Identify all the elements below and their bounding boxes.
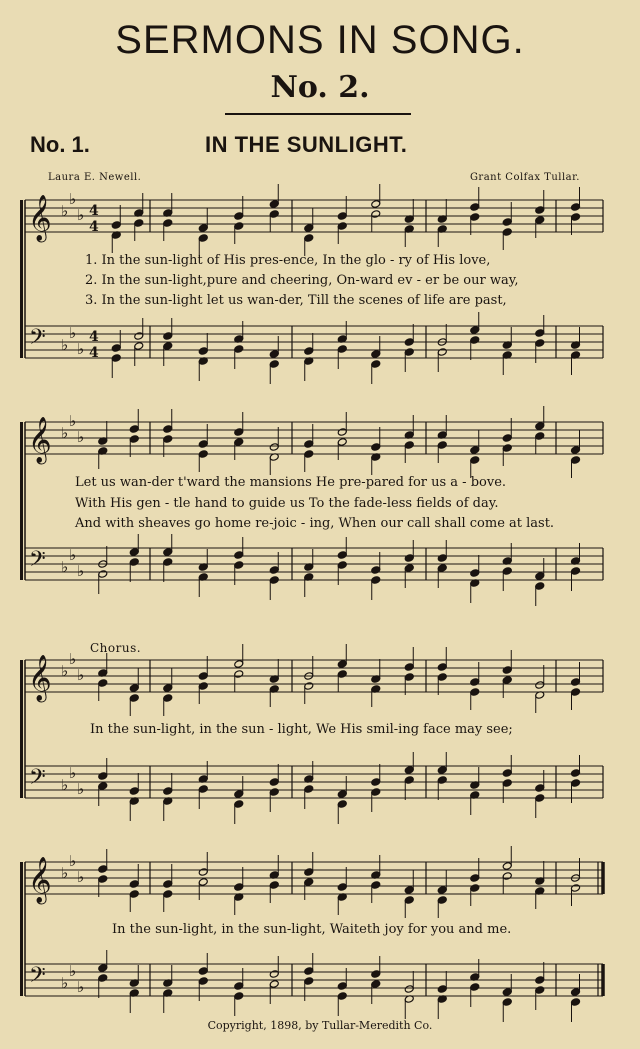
note-head (470, 456, 480, 465)
note-head (234, 883, 244, 892)
note-head (571, 779, 581, 788)
note-head (98, 782, 108, 791)
time-signature-bottom: 4 (89, 219, 99, 235)
note-head (535, 432, 545, 441)
verse-2-line-b: With His gen - tle hand to guide us To the fade-less fields of day. (75, 496, 499, 511)
note-head (437, 663, 447, 672)
flat-sign: ♭ (77, 666, 85, 684)
note-head (234, 438, 244, 447)
note-head (163, 694, 173, 703)
note-head (571, 213, 581, 222)
note-head (129, 787, 139, 796)
note-head (404, 985, 414, 994)
collection-title: SERMONS IN SONG. (115, 18, 525, 62)
note-head (571, 567, 581, 576)
flat-sign: ♭ (69, 852, 77, 870)
time-signature-top: 4 (89, 203, 99, 219)
note-head (234, 428, 244, 437)
hymn-number: No. 1. (30, 132, 90, 157)
flat-sign: ♭ (61, 662, 69, 680)
note-head (437, 776, 447, 785)
note-head (371, 360, 381, 369)
note-head (98, 865, 108, 874)
note-head (234, 982, 244, 991)
note-head (502, 218, 512, 227)
flat-sign: ♭ (69, 650, 77, 668)
note-head (571, 998, 581, 1007)
note-head (571, 688, 581, 697)
flat-sign: ♭ (61, 558, 69, 576)
note-head (404, 441, 414, 450)
note-head (371, 200, 381, 209)
note-head (129, 694, 139, 703)
note-head (437, 985, 447, 994)
verse-1-line-b: Let us wan-der t'ward the mansions He pre-pared for us a - bove. (75, 475, 507, 490)
note-head (163, 890, 173, 899)
note-head (163, 435, 173, 444)
flat-sign: ♭ (61, 202, 69, 220)
note-head (535, 582, 545, 591)
note-head (198, 450, 208, 459)
note-head (269, 350, 279, 359)
note-head (304, 440, 314, 449)
flat-sign: ♭ (77, 780, 85, 798)
note-head (535, 206, 545, 215)
note-head (134, 332, 144, 341)
note-head (535, 339, 545, 348)
note-head (535, 986, 545, 995)
chorus-label: Chorus. (90, 641, 142, 655)
note-head (371, 566, 381, 575)
note-head (269, 881, 279, 890)
collection-number: No. 2. (270, 70, 370, 105)
note-head (198, 347, 208, 356)
note-head (337, 345, 347, 354)
flat-sign: ♭ (69, 962, 77, 980)
note-head (234, 800, 244, 809)
note-head (502, 676, 512, 685)
note-head (163, 332, 173, 341)
note-head (404, 338, 414, 347)
note-head (470, 336, 480, 345)
note-head (129, 425, 139, 434)
note-head (502, 998, 512, 1007)
note-head (304, 977, 314, 986)
note-head (198, 967, 208, 976)
treble-clef: 𝄞 (28, 857, 52, 903)
note-head (571, 446, 581, 455)
note-head (163, 548, 173, 557)
note-head (234, 551, 244, 560)
note-head (198, 234, 208, 243)
note-head (371, 350, 381, 359)
note-head (134, 219, 144, 228)
note-head (98, 875, 108, 884)
note-head (98, 964, 108, 973)
note-head (502, 779, 512, 788)
note-head (535, 216, 545, 225)
note-head (470, 874, 480, 883)
note-head (269, 443, 279, 452)
note-head (269, 980, 279, 989)
flat-sign: ♭ (61, 864, 69, 882)
note-head (304, 224, 314, 233)
hymn-title: IN THE SUNLIGHT. (205, 132, 408, 157)
chorus-line-1: In the sun-light, in the sun - light, We His smil-ing face may see; (90, 722, 513, 737)
note-head (111, 354, 121, 363)
note-head (129, 558, 139, 567)
note-head (535, 681, 545, 690)
note-head (98, 679, 108, 688)
note-head (371, 210, 381, 219)
note-head (304, 785, 314, 794)
note-head (535, 572, 545, 581)
note-head (337, 222, 347, 231)
note-head (234, 212, 244, 221)
note-head (502, 228, 512, 237)
note-head (269, 566, 279, 575)
note-head (502, 444, 512, 453)
note-head (337, 438, 347, 447)
flat-sign: ♭ (77, 562, 85, 580)
note-head (337, 670, 347, 679)
note-head (198, 785, 208, 794)
note-head (404, 663, 414, 672)
note-head (371, 443, 381, 452)
time-signature-top: 4 (89, 329, 99, 345)
note-head (502, 666, 512, 675)
note-head (134, 342, 144, 351)
note-head (129, 435, 139, 444)
note-head (129, 880, 139, 889)
note-head (111, 344, 121, 353)
flat-sign: ♭ (61, 336, 69, 354)
copyright-notice: Copyright, 1898, by Tullar-Meredith Co. (207, 1019, 433, 1032)
flat-sign: ♭ (69, 190, 77, 208)
note-head (337, 561, 347, 570)
note-head (163, 684, 173, 693)
treble-clef: 𝄞 (28, 417, 52, 463)
note-head (470, 884, 480, 893)
note-head (371, 778, 381, 787)
note-head (198, 977, 208, 986)
note-head (234, 222, 244, 231)
note-head (98, 772, 108, 781)
note-head (198, 224, 208, 233)
flat-sign: ♭ (77, 206, 85, 224)
note-head (470, 203, 480, 212)
note-head (371, 788, 381, 797)
note-head (269, 576, 279, 585)
note-head (404, 766, 414, 775)
treble-clef: 𝄞 (28, 195, 52, 241)
note-head (269, 210, 279, 219)
flat-sign: ♭ (61, 974, 69, 992)
note-head (437, 348, 447, 357)
note-head (502, 434, 512, 443)
note-head (535, 422, 545, 431)
treble-clef: 𝄞 (28, 655, 52, 701)
system-brace (20, 200, 23, 358)
note-head (337, 212, 347, 221)
note-head (98, 570, 108, 579)
flat-sign: ♭ (61, 776, 69, 794)
note-head (163, 880, 173, 889)
bass-clef: 𝄢 (29, 765, 46, 795)
note-head (404, 886, 414, 895)
verse-1-line-a: 1. In the sun-light of His pres-ence, In the glo - ry of His love, (85, 253, 491, 268)
note-head (571, 203, 581, 212)
note-head (304, 878, 314, 887)
note-head (337, 660, 347, 669)
note-head (437, 896, 447, 905)
verse-3-line-b: And with sheaves go home re-joic - ing, When our call shall come at last. (75, 516, 555, 531)
note-head (269, 360, 279, 369)
note-head (470, 688, 480, 697)
chorus-line-2: In the sun-light, in the sun-light, Waiteth joy for you and me. (112, 922, 512, 937)
note-head (470, 446, 480, 455)
note-head (304, 868, 314, 877)
note-head (571, 456, 581, 465)
note-head (98, 974, 108, 983)
note-head (304, 347, 314, 356)
note-head (371, 881, 381, 890)
note-head (234, 660, 244, 669)
note-head (437, 554, 447, 563)
flat-sign: ♭ (69, 764, 77, 782)
note-head (571, 884, 581, 893)
note-head (502, 872, 512, 881)
note-head (269, 788, 279, 797)
note-head (371, 970, 381, 979)
system-brace (20, 862, 23, 996)
note-head (535, 329, 545, 338)
note-head (571, 678, 581, 687)
note-head (129, 548, 139, 557)
composer-credit: Grant Colfax Tullar. (469, 172, 580, 183)
note-head (198, 440, 208, 449)
time-signature-bottom: 4 (89, 345, 99, 361)
flat-sign: ♭ (61, 424, 69, 442)
note-head (337, 790, 347, 799)
note-head (129, 684, 139, 693)
note-head (198, 682, 208, 691)
note-head (111, 221, 121, 230)
note-head (404, 554, 414, 563)
note-head (470, 213, 480, 222)
note-head (404, 896, 414, 905)
flat-sign: ♭ (77, 340, 85, 358)
note-head (502, 862, 512, 871)
lyricist-credit: Laura E. Newell. (48, 172, 142, 183)
note-head (535, 794, 545, 803)
note-head (304, 234, 314, 243)
flat-sign: ♭ (69, 324, 77, 342)
flat-sign: ♭ (77, 978, 85, 996)
note-head (234, 670, 244, 679)
note-head (198, 672, 208, 681)
note-head (404, 673, 414, 682)
flat-sign: ♭ (69, 412, 77, 430)
verse-2-line-a: 2. In the sun-light,pure and cheering, On-ward ev - er be our way, (85, 273, 519, 288)
note-head (337, 982, 347, 991)
note-head (404, 564, 414, 573)
note-head (404, 348, 414, 357)
note-head (269, 970, 279, 979)
note-head (163, 558, 173, 567)
note-head (337, 992, 347, 1001)
note-head (371, 576, 381, 585)
note-head (437, 441, 447, 450)
note-head (234, 790, 244, 799)
bass-clef: 𝄢 (29, 325, 46, 355)
note-head (234, 992, 244, 1001)
note-head (502, 988, 512, 997)
note-head (337, 883, 347, 892)
note-head (535, 976, 545, 985)
note-head (198, 878, 208, 887)
note-head (371, 980, 381, 989)
bass-clef: 𝄢 (29, 963, 46, 993)
note-head (470, 678, 480, 687)
flat-sign: ♭ (77, 428, 85, 446)
note-head (163, 425, 173, 434)
note-head (269, 778, 279, 787)
note-head (129, 890, 139, 899)
system-brace (20, 422, 23, 580)
note-head (571, 988, 581, 997)
note-head (502, 567, 512, 576)
flat-sign: ♭ (69, 546, 77, 564)
note-head (163, 342, 173, 351)
note-head (404, 776, 414, 785)
note-head (234, 561, 244, 570)
flat-sign: ♭ (77, 868, 85, 886)
verse-3-line-a: 3. In the sun-light let us wan-der, Till the scenes of life are past, (85, 293, 507, 308)
note-head (337, 551, 347, 560)
system-brace (20, 660, 23, 798)
note-head (571, 769, 581, 778)
note-head (198, 868, 208, 877)
note-head (470, 983, 480, 992)
note-head (269, 200, 279, 209)
note-head (304, 682, 314, 691)
note-head (437, 766, 447, 775)
note-head (470, 326, 480, 335)
note-head (163, 787, 173, 796)
note-head (502, 769, 512, 778)
note-head (470, 569, 480, 578)
note-head (163, 219, 173, 228)
note-head (437, 564, 447, 573)
note-head (337, 428, 347, 437)
note-head (304, 967, 314, 976)
note-head (234, 345, 244, 354)
note-head (437, 673, 447, 682)
note-head (535, 784, 545, 793)
bass-clef: 𝄢 (29, 547, 46, 577)
note-head (437, 886, 447, 895)
note-head (337, 800, 347, 809)
note-head (304, 450, 314, 459)
